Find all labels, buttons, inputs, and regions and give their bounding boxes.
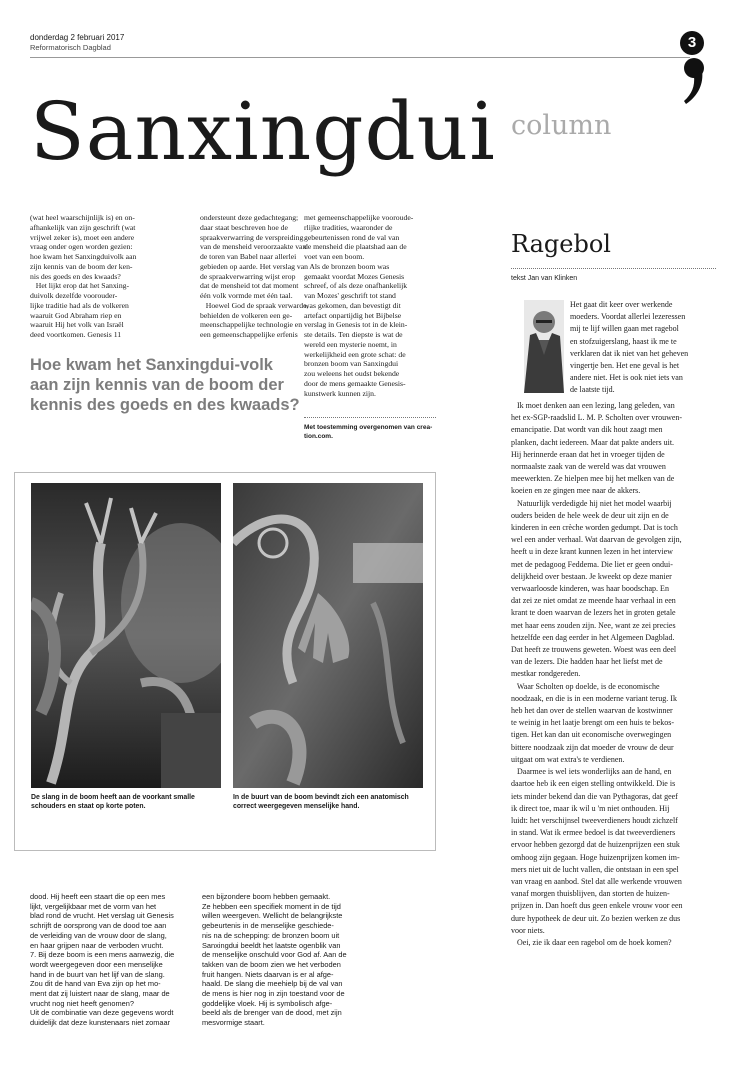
text-line: mesvormige staart. — [202, 1018, 265, 1028]
column-section-label: column — [511, 110, 612, 141]
text-line: fruit hangen. Niets daarvan is er al afge- — [202, 969, 334, 979]
text-line: vingertje ben. Het ene geval is het — [570, 361, 680, 371]
text-line: goddelijke vloek. Hij is symbolisch afge- — [202, 998, 333, 1008]
credit-divider — [304, 417, 436, 418]
text-line: schreef, of als deze onafhankelijk — [304, 281, 408, 291]
text-line: in stand. Wat ik ermee bedoel is dat tweeverdieners — [511, 828, 676, 838]
page-number: 3 — [680, 31, 704, 55]
text-line: heeft u in deze krant kunnen lezen in het interview — [511, 547, 673, 557]
text-line: zou weleens het oudst bekende — [304, 369, 400, 378]
text-line: Oei, zie ik daar een ragebol om de hoek komen? — [511, 937, 672, 947]
text-line: en haar grijpen naar de verboden vrucht. — [30, 940, 164, 950]
text-line: luidt: het verschijnsel tweeverdieners houdt zichzelf — [511, 815, 678, 825]
text-line: behielden de volkeren een ge- — [200, 310, 293, 320]
text-line: moeders. Voordat allerlei lezeressen — [570, 312, 686, 322]
text-line: de menselijke onschuld voor God af. Aan de — [202, 950, 347, 960]
text-line: ste details. Ten diepste is wat de — [304, 330, 403, 339]
text-line: waaruit Hij het volk van Israël — [30, 320, 124, 330]
text-line: waaruit God Abraham riep en — [30, 310, 122, 320]
text-line: spraakverwarring de verspreiding — [200, 232, 304, 242]
text-line: ment dat zij luistert naar de slang, maar de — [30, 989, 170, 999]
text-line: vrijwel zeker is), moet een andere — [30, 232, 135, 242]
credit-line: tion.com. — [304, 433, 333, 440]
text-line: uitgaat om wat extra's te verdienen. — [511, 754, 625, 764]
text-line: hoe kwam het Sanxingduivolk aan — [30, 252, 137, 261]
text-line: Het gaat dit keer over werkende — [570, 300, 673, 309]
text-line: Ik moet denken aan een lezing, lang geleden, van — [511, 401, 675, 410]
text-line: kinderen in een crèche worden gedumpt. Dat is toch — [511, 523, 678, 533]
text-line: Waar Scholten op doelde, is de economische — [511, 681, 660, 691]
text-line: ik direct toe, maar ik wil u 'm niet onthouden. Hij — [511, 803, 670, 813]
text-line: met de pedagoog Feddema. Die liet er geen ondui- — [511, 559, 673, 569]
text-line: Natuurlijk verdedigde hij niet het model waarbij — [511, 498, 672, 508]
text-line: Als de bronzen boom was — [304, 261, 390, 271]
text-line: Het lijkt erop dat het Sanxing- — [30, 281, 130, 291]
text-line: prijzen in. Dan hoeft dus geen enkele vrouw voor een — [511, 901, 683, 911]
text-line: bittere noodzaak zijn dat moeder de vrouw de deur — [511, 742, 674, 752]
column-body-text — [511, 400, 716, 949]
text-line: noodzaak, en die is in een moderne variant terug. Ik — [511, 693, 677, 703]
text-line: verwaarloosde kinderen, was haar boodschap. En — [511, 584, 669, 594]
column-title-divider — [511, 268, 716, 269]
text-line: gebeurtenissen rond de val van — [304, 232, 400, 242]
text-line: voor niets. — [511, 925, 545, 935]
text-line: koeien en ze gingen mee naar de akkers. — [511, 486, 641, 496]
column-title: Ragebol — [511, 230, 611, 258]
text-line: ouders beiden de hele week de deur uit zijn en de — [511, 510, 669, 520]
text-line: voet van een boom. — [304, 252, 365, 261]
text-line: iets minder bekend dan die van Pythagoras, dat geef — [511, 791, 678, 801]
text-line: één volk vormde met één taal. — [200, 291, 293, 300]
text-line: planken, dacht iedereen. Maar dat pakte anders uit. — [511, 437, 675, 447]
text-line: ervoor hebben gezorgd dat de huizenprijzen een stuk — [511, 840, 680, 850]
text-line: mij te lijf willen gaan met ragebol — [570, 324, 679, 334]
text-line: vrucht nog niet heeft genomen? — [30, 998, 134, 1008]
text-line: de mens is hier nog in zijn toestand voor de — [202, 989, 345, 999]
text-line: willen weergeven. Wellicht de belangrijkste — [202, 911, 343, 921]
text-line: dood. Hij heeft een staart die op een mes — [30, 892, 166, 901]
text-line: de verleiding van de vrouw door de slang, — [30, 930, 167, 940]
text-line: artefact onpartijdig het Bijbelse — [304, 310, 402, 320]
text-line: wereld een mysterie noemt, in — [304, 339, 397, 349]
text-line: duidelijk dat deze kunstenaars niet zomaar — [30, 1018, 171, 1028]
issue-date: donderdag 2 februari 2017 — [30, 33, 125, 42]
text-line: van de lezers. Die hadden haar het liefst met de — [511, 657, 663, 667]
text-line: en stofzuigerslang, haast ik me te — [570, 336, 677, 346]
text-line: deed voortkomen. Genesis 11 — [30, 330, 122, 339]
text-line: mers niet uit de lucht vallen, die ontstaan in een spel — [511, 864, 679, 874]
text-line: een gemeenschappelijke erfenis — [200, 330, 298, 339]
text-line: 7. Bij deze boom is een mens aanwezig, die — [30, 950, 175, 960]
text-line: dat zei ze niet omdat ze meende haar verhaal in een — [511, 596, 676, 606]
author-portrait — [524, 300, 564, 393]
text-line: normaalste zaak van de wereld was dat vrouwen — [511, 462, 666, 472]
text-line: delijkheid over bestaan. Je kweekt op deze manier — [511, 571, 672, 581]
text-line: door de mens gemaakte Genesis- — [304, 378, 406, 388]
text-line: zijn kennis van de boom der ken- — [30, 261, 133, 271]
text-line: haald. De slang die meehielp bij de val van — [202, 979, 343, 989]
text-line: de spraakverwarring wijst erop — [200, 271, 296, 281]
text-line: takken van de boom zien we het verboden — [202, 959, 341, 969]
text-line: Hoewel God de spraak verwarde, — [200, 300, 309, 310]
text-line: Daarmee is wel iets wonderlijks aan de hand, en — [511, 767, 672, 777]
text-line: meewerkten. Ze hielpen mee bij het melken van de — [511, 474, 675, 484]
column-intro-text — [570, 299, 720, 397]
text-line: hand in de buurt van het lijf van de slang. — [30, 969, 165, 979]
pull-quote: Hoe kwam het Sanxingdui-volk aan zijn kennis van de boom der kennis des goeds en des kwaads? — [30, 356, 300, 414]
text-line: kunstwerk kunnen zijn. — [304, 388, 376, 398]
text-line: de toren van Babel naar allerlei — [200, 252, 297, 261]
text-line: de laatste tijd. — [570, 385, 615, 395]
text-line: Sanxingdui beeldt het laatste ogenblik van — [202, 940, 341, 950]
credit-line: Met toestemming overgenomen van crea- — [304, 424, 433, 431]
article-bottom-column-2 — [202, 892, 372, 1028]
text-line: van de mensheid veroorzaakte van — [200, 242, 307, 252]
text-line: Hij herinnerde eraan dat het in vroeger tijden de — [511, 449, 665, 459]
text-line: wordt weergegeven door een menselijke — [30, 959, 163, 969]
text-line: Zou dit de hand van Eva zijn op het mo- — [30, 979, 161, 989]
text-line: meenschappelijke technologie en — [200, 320, 303, 330]
text-line: ondersteunt deze gedachtegang; — [200, 213, 299, 222]
text-line: Uit de combinatie van deze gegevens wordt — [30, 1008, 174, 1018]
text-line: gemaakt voordat Mozes Genesis — [304, 271, 405, 281]
photo-caption-2: In de buurt van de boom bevindt zich een anatomisch correct weergegeven menselijke hand. — [233, 794, 409, 810]
text-line: tigen. Het kan dan uit economische overwegingen — [511, 730, 672, 740]
newspaper-name: Reformatorisch Dagblad — [30, 43, 111, 52]
text-line: met gemeenschappelijke vooroude- — [304, 213, 414, 222]
text-line: mestkar rondgereden. — [511, 669, 581, 679]
text-line: wel een ander verhaal. Wat daarvan de gevolgen zijn, — [511, 535, 682, 545]
text-line: daartoe heb ik een eigen stelling ontwikkeld. Die is — [511, 779, 676, 789]
text-line: bronzen boom van Sanxingdui — [304, 359, 399, 369]
text-line: de mensheid die plaatshad aan de — [304, 242, 407, 252]
text-line: Dat heeft ze trouwens geweten. Woest was een deel — [511, 645, 677, 655]
text-line: gebeurtenis in de menselijke geschiede- — [202, 921, 334, 931]
column-author: tekst Jan van Klinken — [511, 275, 578, 282]
text-line: lijke traditie had als de volkeren — [30, 300, 129, 310]
text-line: schrijft de oorsprong van de dood toe aan — [30, 921, 167, 931]
article-column-1 — [30, 213, 188, 340]
text-line: nis na de schepping: de bronzen boom uit — [202, 930, 340, 940]
text-line: verklaren dat ik niet van het geheven — [570, 348, 689, 358]
text-line: gebieden op aarde. Het verslag van — [200, 261, 309, 271]
text-line: krant te doen waarvan de lezers het in groten getale — [511, 608, 676, 618]
text-line: lijkt, vergelijkbaar met de vorm van het — [30, 901, 157, 911]
text-line: emancipatie. Dat wordt van dik hout zaagt men — [511, 425, 663, 435]
photo-caption-1: De slang in de boom heeft aan de voorkant smalle schouders en staat op korte poten. — [31, 794, 195, 810]
text-line: afhankelijk van zijn geschrift (wat — [30, 222, 136, 232]
text-line: van Mozes' geschrift tot stand — [304, 291, 396, 300]
text-line: beeld als de brenger van de dood, met zijn — [202, 1008, 342, 1018]
header-rule — [30, 57, 690, 58]
text-line: andere niet. Het is ook niet iets van — [570, 373, 683, 383]
bronze-hand-photo — [233, 483, 423, 788]
text-line: omhoog zijn gegaan. Hoge huizenprijzen komen im- — [511, 852, 680, 862]
text-line: met haar eens zouden zijn. Nee, want ze zei precies — [511, 620, 676, 630]
comma-logo-icon — [680, 56, 706, 106]
article-headline: Sanxingdui — [30, 85, 496, 178]
text-line: te weinig in het laatje brengt om een huis te bekos- — [511, 718, 675, 728]
text-line: hetzelfde een dag eerder in het Algemeen Dagblad. — [511, 632, 675, 642]
article-bottom-column-1 — [30, 892, 200, 1028]
text-line: heb het dan over de stellen waarvan de kostwinner — [511, 706, 673, 716]
text-line: het ex-SGP-raadslid L. M. P. Scholten over vrouwen- — [511, 413, 683, 423]
text-line: dat de mensheid tot dat moment — [200, 281, 299, 291]
text-line: dure hypotheek de deur uit. Zo bezien werken ze dus — [511, 913, 681, 923]
source-credit — [304, 423, 444, 441]
text-line: verslag in Genesis tot in de klein- — [304, 320, 408, 330]
text-line: vanaf morgen thuisblijven, dan storten de huizen- — [511, 889, 670, 899]
text-line: (wat heel waarschijnlijk is) en on- — [30, 213, 135, 222]
text-line: duivolk dezelfde voorouder- — [30, 291, 118, 300]
text-line: een bijzondere boom hebben gemaakt. — [202, 892, 331, 901]
article-column-3 — [304, 213, 439, 398]
text-line: van vraag en aanbod. Stel dat alle werkende vrouwen — [511, 876, 682, 886]
text-line: was gekomen, dan bevestigt dit — [304, 300, 401, 310]
text-line: rlijke tradities, waaronder de — [304, 222, 393, 232]
text-line: daar staat beschreven hoe de — [200, 222, 288, 232]
text-line: vraag onder ogen worden gezien: — [30, 242, 133, 252]
text-line: Ze hebben een specifiek moment in de tijd — [202, 901, 341, 911]
text-line: nis des goeds en des kwaads? — [30, 271, 121, 281]
text-line: werkelijkheid een grote schat: de — [304, 349, 406, 359]
bronze-tree-serpent-photo — [31, 483, 221, 788]
text-line: blad rond de vrucht. Het verslag uit Genesis — [30, 911, 174, 921]
photo-box — [14, 472, 436, 851]
